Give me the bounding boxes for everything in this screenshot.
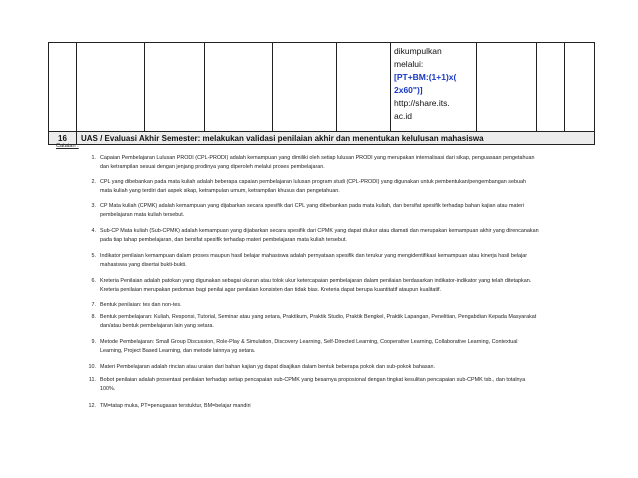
delivery-url: ac.id xyxy=(394,111,412,121)
table-cell xyxy=(565,43,595,132)
table-cell xyxy=(273,43,337,132)
note-line: mata kuliah yang terdiri dari aspek sikap, ketrampulan umum, ketrampilan khusus dan pengetahuan. xyxy=(100,188,340,194)
delivery-line: dikumpulkan xyxy=(394,46,442,56)
delivery-line: melalui: xyxy=(394,59,424,69)
table-row xyxy=(49,132,595,145)
note-text xyxy=(100,301,590,310)
note-text xyxy=(100,227,590,245)
note-line: CP Mata kuliah (CPMK) adalah kemampuan yang dijabarkan secara spesifik dari CPL yang dibebankan pada mata kuliah, dan bersifat spesifik terhadap bahan kajian atau materi xyxy=(100,203,525,209)
note-line: Materi Pembelajaran adalah rincian atau uraian dari bahan kajian yg dapat disajikan dalam bentuk beberapa pokok dan sub-pokok bahasan. xyxy=(100,364,436,370)
note-text xyxy=(100,202,590,220)
note-number: 10. xyxy=(88,364,96,370)
table-cell xyxy=(537,43,565,132)
note-number: 3. xyxy=(91,203,96,209)
note-line: Kreteria penilaian merupakan pedoman bagi penilai agar penilaian konsisten dan tidak bias. Kreteria dapat berupa kuantitatif ataupun kualitatif. xyxy=(100,287,442,293)
note-text xyxy=(100,277,590,295)
note-number: 9. xyxy=(91,339,96,345)
note-line: Learning, Project Based Learning, dan metode lainnya yg setara. xyxy=(100,348,256,354)
delivery-url: http://share.its. xyxy=(394,98,450,108)
table-row xyxy=(49,43,595,132)
table-cell xyxy=(205,43,273,132)
note-line: TM=tatap muka, PT=penugasan terstuktur, BM=belajar mandiri xyxy=(100,403,251,409)
note-number: 11. xyxy=(88,377,96,383)
table-cell xyxy=(49,43,77,132)
note-line: dan ketrampilan sesuai dengan jenjang prodinya yang diperoleh melalui proses pembelajaran. xyxy=(100,164,325,170)
note-line: mahasiswa yang disertai bukti-bukti. xyxy=(100,262,187,268)
note-line: Bentuk penilaian: tes dan non-tes. xyxy=(100,302,182,308)
note-number: 8. xyxy=(91,314,96,320)
note-line: Metode Pembelajaran: Small Group Discussion, Role-Play & Simulation, Discovery Learning, Self-Directed Learning, Cooperative Learning, Collaborative Learning, Contextual xyxy=(100,339,518,345)
table-cell xyxy=(145,43,205,132)
note-number: 7. xyxy=(91,302,96,308)
note-number: 2. xyxy=(91,179,96,185)
note-line: Sub-CP Mata kuliah (Sub-CPMK) adalah kemampuan yang dijabarkan secara spesifik dari CPMK yang dapat diukur atau diamati dan merupakan kemampuan akhir yang direncanakan xyxy=(100,228,539,234)
note-text xyxy=(100,338,590,356)
delivery-cell xyxy=(391,43,477,132)
note-text xyxy=(100,178,590,196)
note-number: 6. xyxy=(91,278,96,284)
note-line: dan/atau bentuk pembelajaran lain yang setara. xyxy=(100,323,214,329)
note-number: 1. xyxy=(91,155,96,161)
row-number: 16 xyxy=(49,132,77,145)
delivery-formula: 2x60")] xyxy=(394,85,423,95)
note-text xyxy=(100,402,590,411)
note-text xyxy=(100,376,590,394)
row-title: UAS / Evaluasi Akhir Semester: melakukan validasi penilaian akhir dan menentukan kelulusan mahasiswa xyxy=(77,132,595,145)
note-text xyxy=(100,154,590,172)
note-line: CPL yang dibebankan pada mata kuliah adalah beberapa capaian pembelajaran lulusan program studi (CPL-PRODI) yang digunakan untuk pembentukan/pengembangan sebuah xyxy=(100,179,526,185)
note-text xyxy=(100,252,590,270)
note-number: 4. xyxy=(91,228,96,234)
note-line: Capaian Pembelajaran Lulusan PRODI (CPL-PRODI) adalah kemampuan yang dimiliki oleh setiap lulusan PRODI yang merupakan internalisasi dari sikap, penguasaan pengetahuan xyxy=(100,155,535,161)
note-line: Kreteria Penilaian adalah patokan yang digunakan sebagai ukuran atau tolok ukur ketercapaian pembelajaran dalam penilaian berdasarkan indikator-indikator yang telah ditetapkan. xyxy=(100,278,532,284)
rps-table xyxy=(48,42,595,145)
note-line: 100%. xyxy=(100,386,116,392)
note-line: Indikator penilaian kemampuan dalam proses maupun hasil belajar mahasiswa adalah pernyataan spesifik dan terukur yang mengidentifikasi kemampuan atau kinerja hasil belajar xyxy=(100,253,528,259)
note-line: pada tiap tahap pembelajaran, dan bersifat spesifik terhadap materi pembelajaran mata kuliah tersebut. xyxy=(100,237,347,243)
note-number: 12. xyxy=(88,403,96,409)
table-cell xyxy=(77,43,145,132)
table-cell xyxy=(337,43,391,132)
note-text xyxy=(100,363,590,372)
delivery-formula: [PT+BM:(1+1)x( xyxy=(394,72,457,82)
note-line: pembelajaran mata kuliah tersebut. xyxy=(100,212,185,218)
note-line: Bentuk pembelajaran: Kuliah, Responsi, Tutorial, Seminar atau yang setara, Praktikum, Praktik Studio, Praktik Bengkel, Praktik Lapangan, Penelitian, Pengabdian Kepada Masyarakat xyxy=(100,314,537,320)
notes-title: Catatan : xyxy=(56,143,79,149)
note-line: Bobot penilaian adalah prosentasi penilaian terhadap setiap pencapaian sub-CPMK yang besarnya proposional dengan tingkat kesulitan pencapaian sub-CPMK tsb., dan totalnya xyxy=(100,377,526,383)
table-cell xyxy=(477,43,537,132)
note-number: 5. xyxy=(91,253,96,259)
note-text xyxy=(100,313,590,331)
